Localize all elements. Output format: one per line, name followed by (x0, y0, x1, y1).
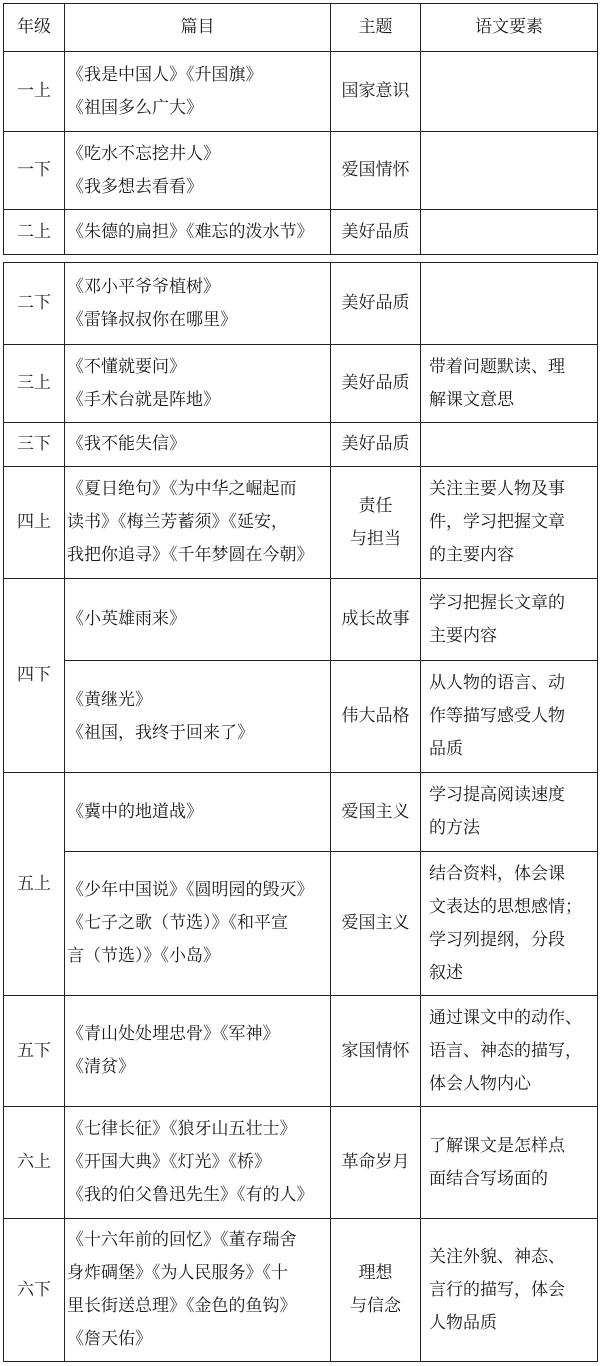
elements-cell (421, 467, 598, 579)
title-line: 《詹天佑》 (67, 1329, 152, 1349)
title-line: 《雷锋叔叔你在哪里》 (67, 309, 237, 330)
grade-cell: 二上 (4, 210, 65, 255)
title-line: 《七律长征》《狼牙山五壮士》 (67, 1119, 297, 1139)
element-line: 了解课文是怎样点 (429, 1135, 565, 1156)
grade-cell: 二下 (4, 263, 65, 345)
title-line: 《少年中国说》《圆明园的毁灭》 (67, 880, 314, 900)
theme-cell (331, 661, 421, 773)
theme-cell (331, 579, 421, 661)
titles-cell (65, 210, 331, 255)
theme-line: 革命岁月 (341, 1152, 410, 1172)
element-line: 解课文意思 (429, 389, 514, 410)
table-row (4, 423, 598, 467)
element-line: 学习提高阅读速度 (429, 785, 565, 805)
element-line: 体会人物内心 (429, 1073, 531, 1094)
title-line: 身炸碉堡》《为人民服务》《十 (67, 1263, 288, 1283)
grade-cell: 六下 (4, 1219, 65, 1362)
titles-cell (65, 773, 331, 852)
theme-line: 美好品质 (341, 434, 410, 454)
table-row (4, 579, 598, 661)
element-line: 作等描写感受人物 (429, 706, 565, 726)
theme-line: 美好品质 (341, 293, 410, 313)
theme-line: 伟大品格 (341, 706, 410, 726)
theme-line: 爱国主义 (341, 801, 410, 822)
element-line: 文表达的思想感情； (429, 896, 582, 917)
theme-cell (331, 1219, 421, 1362)
element-line: 带着问题默读、理 (429, 356, 565, 377)
title-line: 《冀中的地道战》 (67, 801, 203, 822)
elements-cell (421, 852, 598, 996)
title-line: 我把你追寻》《千年梦圆在今朝》 (67, 545, 314, 565)
theme-line: 成长故事 (341, 609, 410, 629)
element-line: 主要内容 (429, 625, 497, 646)
title-line: 《吃水不忘挖井人》 (67, 143, 220, 164)
theme-cell (331, 852, 421, 996)
grade-cell: 四上 (4, 467, 65, 579)
titles-cell (65, 132, 331, 210)
theme-line: 美好品质 (341, 373, 410, 393)
title-line: 言（节选）》《小岛》 (67, 946, 220, 966)
element-line: 通过课文中的动作、 (429, 1007, 582, 1028)
elements-cell (421, 1219, 598, 1362)
table-row (4, 52, 598, 132)
title-line: 《我不能失信》 (67, 434, 186, 454)
title-line: 读书》《梅兰芳蓄须》《延安， (67, 512, 288, 532)
titles-cell (65, 263, 331, 345)
titles-cell (65, 852, 331, 996)
title-line: 《开国大典》《灯光》《桥》 (67, 1152, 271, 1172)
theme-cell (331, 263, 421, 345)
elements-cell (421, 210, 598, 255)
titles-cell (65, 1219, 331, 1362)
element-line: 关注外貌、神态、 (429, 1246, 565, 1267)
title-line: 《不懂就要问》 (67, 356, 186, 377)
table-row (4, 852, 598, 996)
theme-line: 家国情怀 (341, 1040, 410, 1061)
titles-cell (65, 423, 331, 467)
grade-cell: 一上 (4, 52, 65, 132)
title-line: 《我的伯父鲁迅先生》《有的人》 (67, 1185, 314, 1205)
elements-cell (421, 132, 598, 210)
titles-cell (65, 467, 331, 579)
element-line: 言行的描写，体会 (429, 1279, 565, 1300)
theme-cell (331, 1107, 421, 1219)
theme-cell (331, 132, 421, 210)
theme-line: 爱国主义 (341, 913, 410, 933)
table-row (4, 1107, 598, 1219)
grade-cell: 六上 (4, 1107, 65, 1219)
title-line: 《祖国，我终于回来了》 (67, 722, 254, 743)
elements-cell (421, 661, 598, 773)
header-titles: 篇目 (65, 4, 331, 52)
theme-cell (331, 210, 421, 255)
title-line: 《黄继光》 (67, 689, 152, 710)
theme-line: 美好品质 (341, 221, 410, 242)
element-line: 结合资料，体会课 (429, 863, 565, 884)
titles-cell (65, 345, 331, 423)
title-line: 《七子之歌（节选）》《和平宣 (67, 913, 288, 933)
titles-cell (65, 996, 331, 1107)
title-line: 《小英雄雨来》 (67, 609, 186, 629)
theme-line: 与担当 (350, 528, 401, 549)
theme-line: 爱国情怀 (341, 160, 410, 180)
title-line: 《十六年前的回忆》《董存瑞舍 (67, 1230, 297, 1250)
grade-cell: 一下 (4, 132, 65, 210)
theme-line: 国家意识 (341, 81, 410, 101)
title-line: 《我是中国人》《升国旗》 (67, 64, 263, 85)
elements-cell (421, 52, 598, 132)
header-grade: 年级 (4, 4, 65, 52)
grade-cell: 四下 (4, 579, 65, 773)
table-row (4, 345, 598, 423)
element-line: 面结合写场面的 (429, 1168, 548, 1189)
table-row (4, 773, 598, 852)
theme-cell (331, 773, 421, 852)
element-line: 件，学习把握文章 (429, 512, 565, 532)
elements-cell (421, 1107, 598, 1219)
curriculum-table-part2 (3, 262, 598, 1362)
titles-cell (65, 661, 331, 773)
element-line: 从人物的语言、动 (429, 673, 565, 693)
title-line: 《朱德的扁担》《难忘的泼水节》 (67, 221, 314, 242)
elements-cell (421, 345, 598, 423)
grade-cell: 五下 (4, 996, 65, 1107)
elements-cell (421, 773, 598, 852)
title-line: 《青山处处埋忠骨》《军神》 (67, 1024, 280, 1044)
grade-cell: 三上 (4, 345, 65, 423)
element-line: 学习列提纲，分段 (429, 929, 565, 950)
title-line: 《祖国多么广大》 (67, 97, 203, 118)
element-line: 语言、神态的描写， (429, 1040, 582, 1061)
header-elements: 语文要素 (421, 4, 598, 52)
theme-line: 理想 (358, 1263, 393, 1283)
table-row (4, 1219, 598, 1362)
title-line: 《手术台就是阵地》 (67, 389, 220, 410)
title-line: 《邓小平爷爷植树》 (67, 276, 220, 297)
table-row (4, 210, 598, 255)
theme-line: 与信念 (350, 1296, 401, 1316)
table-row (4, 467, 598, 579)
title-line: 《清贫》 (67, 1057, 135, 1077)
curriculum-table-part1 (3, 3, 598, 255)
element-line: 学习把握长文章的 (429, 592, 565, 613)
element-line: 品质 (429, 739, 463, 759)
header-row (4, 4, 598, 52)
titles-cell (65, 1107, 331, 1219)
element-line: 人物品质 (429, 1312, 497, 1333)
element-line: 的方法 (429, 818, 480, 838)
titles-cell (65, 579, 331, 661)
theme-cell (331, 467, 421, 579)
table-row (4, 263, 598, 345)
theme-cell (331, 423, 421, 467)
grade-cell: 五上 (4, 773, 65, 996)
title-line: 《我多想去看看》 (67, 176, 203, 197)
theme-cell (331, 52, 421, 132)
titles-cell (65, 52, 331, 132)
element-line: 叙述 (429, 962, 463, 983)
elements-cell (421, 263, 598, 345)
elements-cell (421, 996, 598, 1107)
elements-cell (421, 423, 598, 467)
table-row (4, 996, 598, 1107)
title-line: 里长街送总理》《金色的鱼钩》 (67, 1296, 297, 1316)
element-line: 的主要内容 (429, 545, 514, 565)
table-row (4, 132, 598, 210)
theme-cell (331, 996, 421, 1107)
elements-cell (421, 579, 598, 661)
table-row (4, 661, 598, 773)
grade-cell: 三下 (4, 423, 65, 467)
theme-line: 责任 (358, 495, 393, 516)
theme-cell (331, 345, 421, 423)
header-theme: 主题 (331, 4, 421, 52)
element-line: 关注主要人物及事 (429, 479, 565, 499)
title-line: 《夏日绝句》《为中华之崛起而 (67, 479, 297, 499)
